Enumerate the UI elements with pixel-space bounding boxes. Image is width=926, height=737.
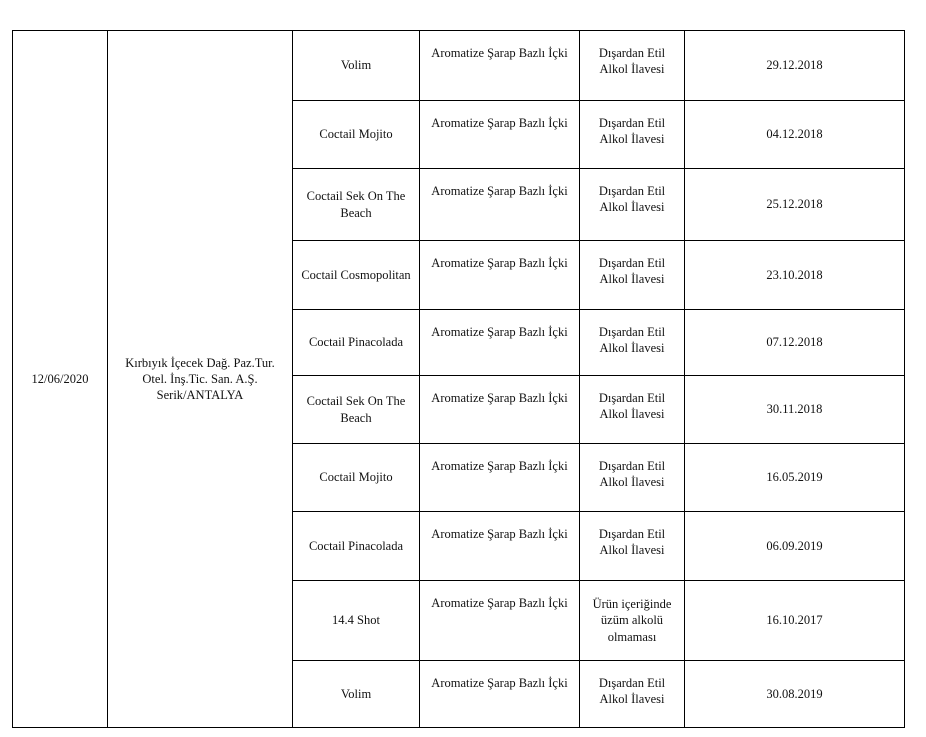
product-name: Coctail Pinacolada — [293, 310, 420, 376]
records-table — [12, 30, 905, 728]
product-name: Coctail Mojito — [293, 444, 420, 512]
production-date: 25.12.2018 — [685, 169, 905, 241]
production-date: 30.11.2018 — [685, 376, 905, 444]
record-date: 12/06/2020 — [13, 31, 108, 728]
product-name: Volim — [293, 31, 420, 101]
violation-reason: Ürün içeriğinde üzüm alkolü olmaması — [580, 581, 685, 661]
product-name: 14.4 Shot — [293, 581, 420, 661]
violation-reason: Dışardan Etil Alkol İlavesi — [580, 101, 685, 169]
violation-reason: Dışardan Etil Alkol İlavesi — [580, 310, 685, 376]
product-category: Aromatize Şarap Bazlı İçki — [420, 512, 580, 581]
product-category: Aromatize Şarap Bazlı İçki — [420, 444, 580, 512]
production-date: 29.12.2018 — [685, 31, 905, 101]
production-date: 16.05.2019 — [685, 444, 905, 512]
product-category: Aromatize Şarap Bazlı İçki — [420, 376, 580, 444]
violation-reason: Dışardan Etil Alkol İlavesi — [580, 169, 685, 241]
production-date: 07.12.2018 — [685, 310, 905, 376]
product-name: Coctail Mojito — [293, 101, 420, 169]
production-date: 16.10.2017 — [685, 581, 905, 661]
product-category: Aromatize Şarap Bazlı İçki — [420, 169, 580, 241]
violation-reason: Dışardan Etil Alkol İlavesi — [580, 444, 685, 512]
product-category: Aromatize Şarap Bazlı İçki — [420, 581, 580, 661]
violation-reason: Dışardan Etil Alkol İlavesi — [580, 376, 685, 444]
production-date: 04.12.2018 — [685, 101, 905, 169]
production-date: 06.09.2019 — [685, 512, 905, 581]
production-date: 23.10.2018 — [685, 241, 905, 310]
violation-reason: Dışardan Etil Alkol İlavesi — [580, 241, 685, 310]
product-category: Aromatize Şarap Bazlı İçki — [420, 241, 580, 310]
violation-reason: Dışardan Etil Alkol İlavesi — [580, 512, 685, 581]
product-name: Coctail Sek On The Beach — [293, 376, 420, 444]
product-category: Aromatize Şarap Bazlı İçki — [420, 310, 580, 376]
production-date: 30.08.2019 — [685, 661, 905, 728]
product-category: Aromatize Şarap Bazlı İçki — [420, 101, 580, 169]
product-name: Coctail Pinacolada — [293, 512, 420, 581]
product-name: Coctail Sek On The Beach — [293, 169, 420, 241]
product-category: Aromatize Şarap Bazlı İçki — [420, 661, 580, 728]
table-row — [13, 31, 905, 101]
product-name: Coctail Cosmopolitan — [293, 241, 420, 310]
violation-reason: Dışardan Etil Alkol İlavesi — [580, 661, 685, 728]
violation-reason: Dışardan Etil Alkol İlavesi — [580, 31, 685, 101]
company-name: Kırbıyık İçecek Dağ. Paz.Tur. Otel. İnş.Tic. San. A.Ş. Serik/ANTALYA — [108, 31, 293, 728]
product-name: Volim — [293, 661, 420, 728]
product-category: Aromatize Şarap Bazlı İçki — [420, 31, 580, 101]
